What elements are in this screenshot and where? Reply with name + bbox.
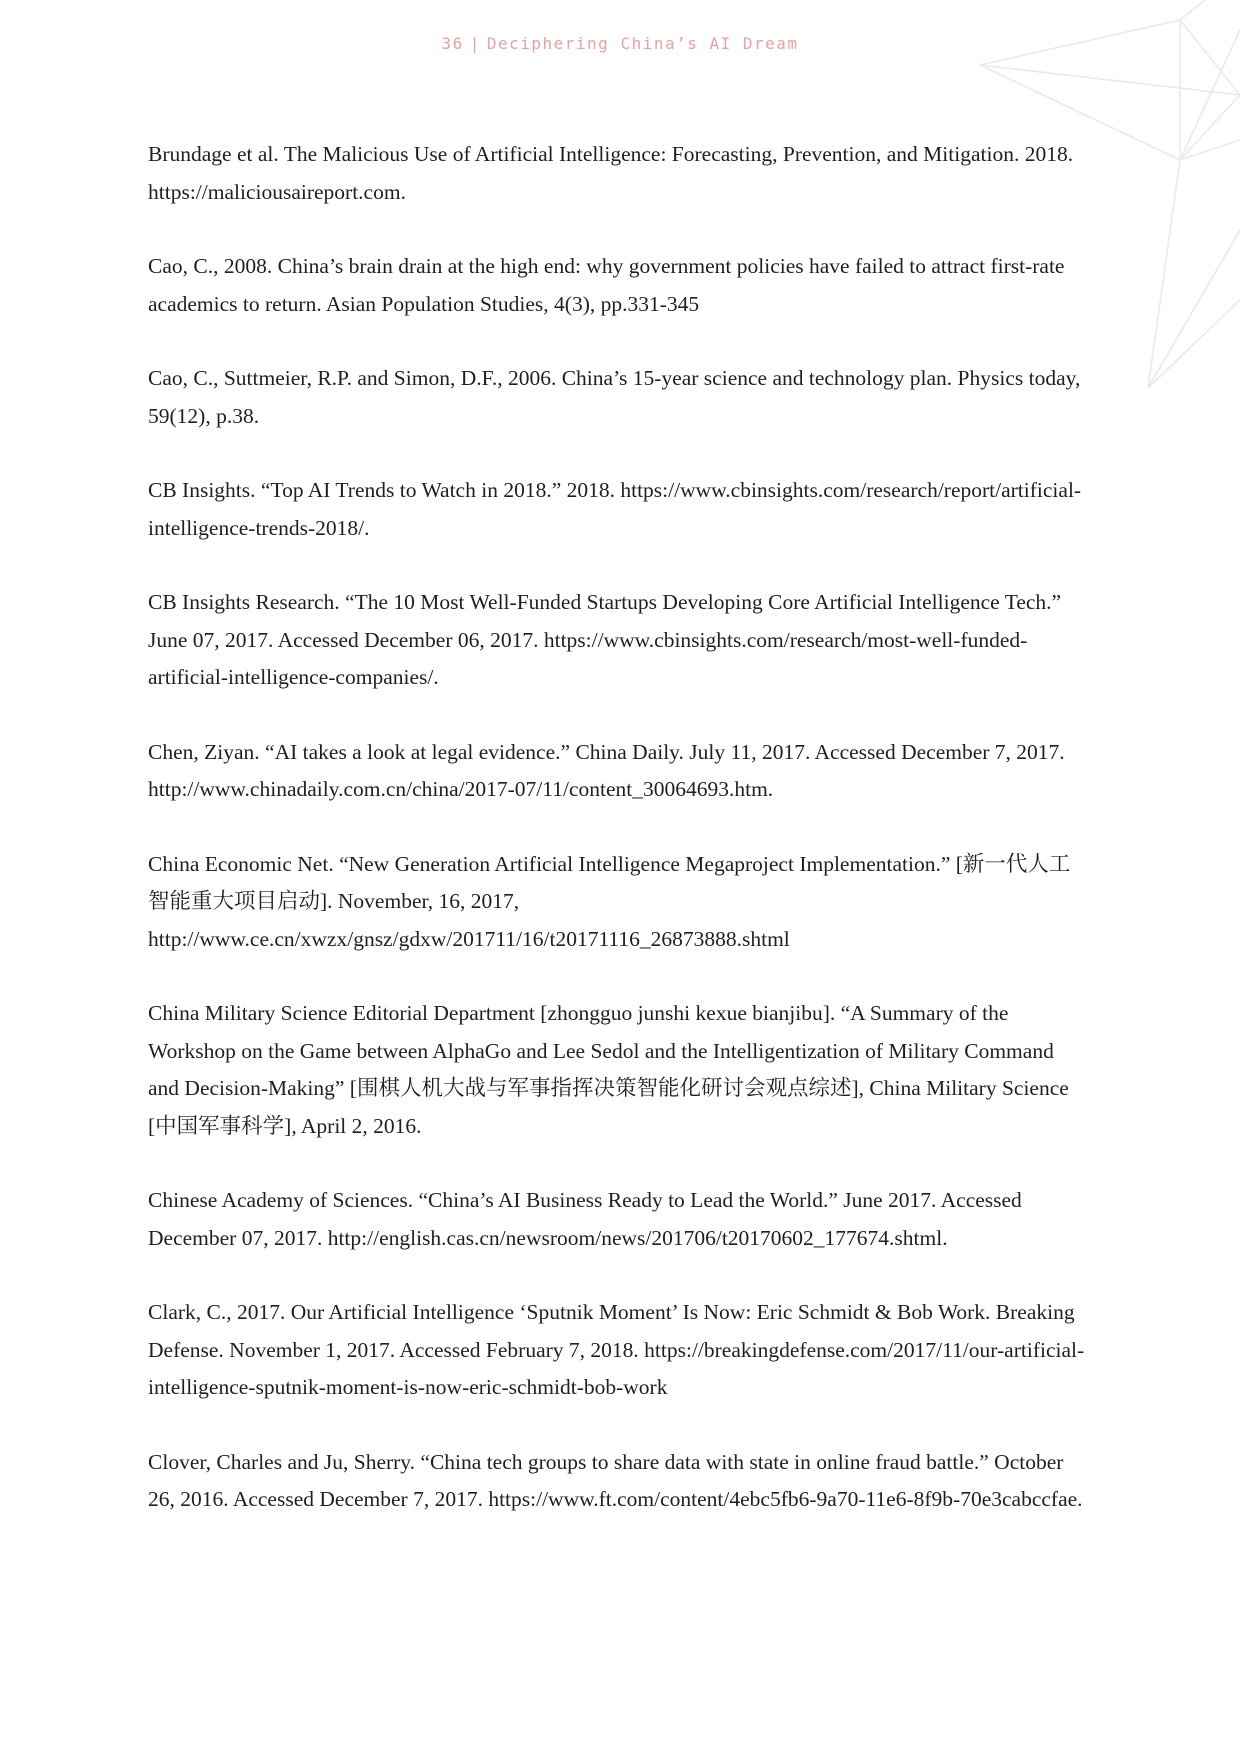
reference-entry: CB Insights Research. “The 10 Most Well-Funded Startups Developing Core Artificial Intelligence Tech.” June 07, 2017. Accessed December 06, 2017. https://www.cbinsights.com/research/most-well-funded-artificial-intelligence-companies/. (148, 590, 1062, 689)
reference-entry: China Economic Net. “New Generation Artificial Intelligence Megaproject Implementation.” [新一代人工智能重大项目启动]. November, 16, 2017, http://www.ce.cn/xwzx/gnsz/gdxw/201711/16/t20171116_26873888.shtml (148, 851, 1071, 951)
reference-entry: Brundage et al. The Malicious Use of Artificial Intelligence: Forecasting, Prevention, and Mitigation. 2018. https://maliciousaireport.com. (148, 142, 1074, 204)
running-header (0, 34, 1240, 53)
reference-entry: China Military Science Editorial Department [zhongguo junshi kexue bianjibu]. “A Summary of the Workshop on the Game between AlphaGo and Lee Sedol and the Intelligentization of Military Command and Decision-Making” [围棋人机大战与军事指挥决策智能化研讨会观点综述], China Military Science [中国军事科学], April 2, 2016. (148, 1001, 1069, 1138)
reference-entry: CB Insights. “Top AI Trends to Watch in 2018.” 2018. https://www.cbinsights.com/research/report/artificial-intelligence-trends-2018/. (148, 478, 1082, 540)
references-list (148, 136, 1088, 1556)
reference-entry: Chinese Academy of Sciences. “China’s AI Business Ready to Lead the World.” June 2017. Accessed December 07, 2017. http://english.cas.cn/newsroom/news/201706/t20170602_177674.shtml. (148, 1188, 1022, 1250)
reference-entry: Cao, C., 2008. China’s brain drain at the high end: why government policies have failed to attract first-rate academics to return. Asian Population Studies, 4(3), pp.331-345 (148, 254, 1065, 316)
page-number: 36 (441, 34, 464, 53)
header-separator: | (469, 34, 481, 53)
reference-entry: Clover, Charles and Ju, Sherry. “China tech groups to share data with state in online fraud battle.” October 26, 2016. Accessed December 7, 2017. https://www.ft.com/content/4ebc5fb6-9a70-11e6-8f9b-70e3cabccfae. (148, 1449, 1083, 1511)
running-title: Deciphering China’s AI Dream (486, 34, 799, 53)
reference-entry: Chen, Ziyan. “AI takes a look at legal evidence.” China Daily. July 11, 2017. Accessed December 7, 2017. http://www.chinadaily.com.cn/china/2017-07/11/content_30064693.htm. (148, 739, 1065, 801)
reference-entry: Cao, C., Suttmeier, R.P. and Simon, D.F., 2006. China’s 15-year science and technology plan. Physics today, 59(12), p.38. (148, 366, 1081, 428)
reference-entry: Clark, C., 2017. Our Artificial Intelligence ‘Sputnik Moment’ Is Now: Eric Schmidt & Bob Work. Breaking Defense. November 1, 2017. Accessed February 7, 2018. https://breakingdefense.com/2017/11/our-artificial-intelligence-sputnik-moment-is-now-eric-schmidt-bob-work (148, 1300, 1085, 1399)
